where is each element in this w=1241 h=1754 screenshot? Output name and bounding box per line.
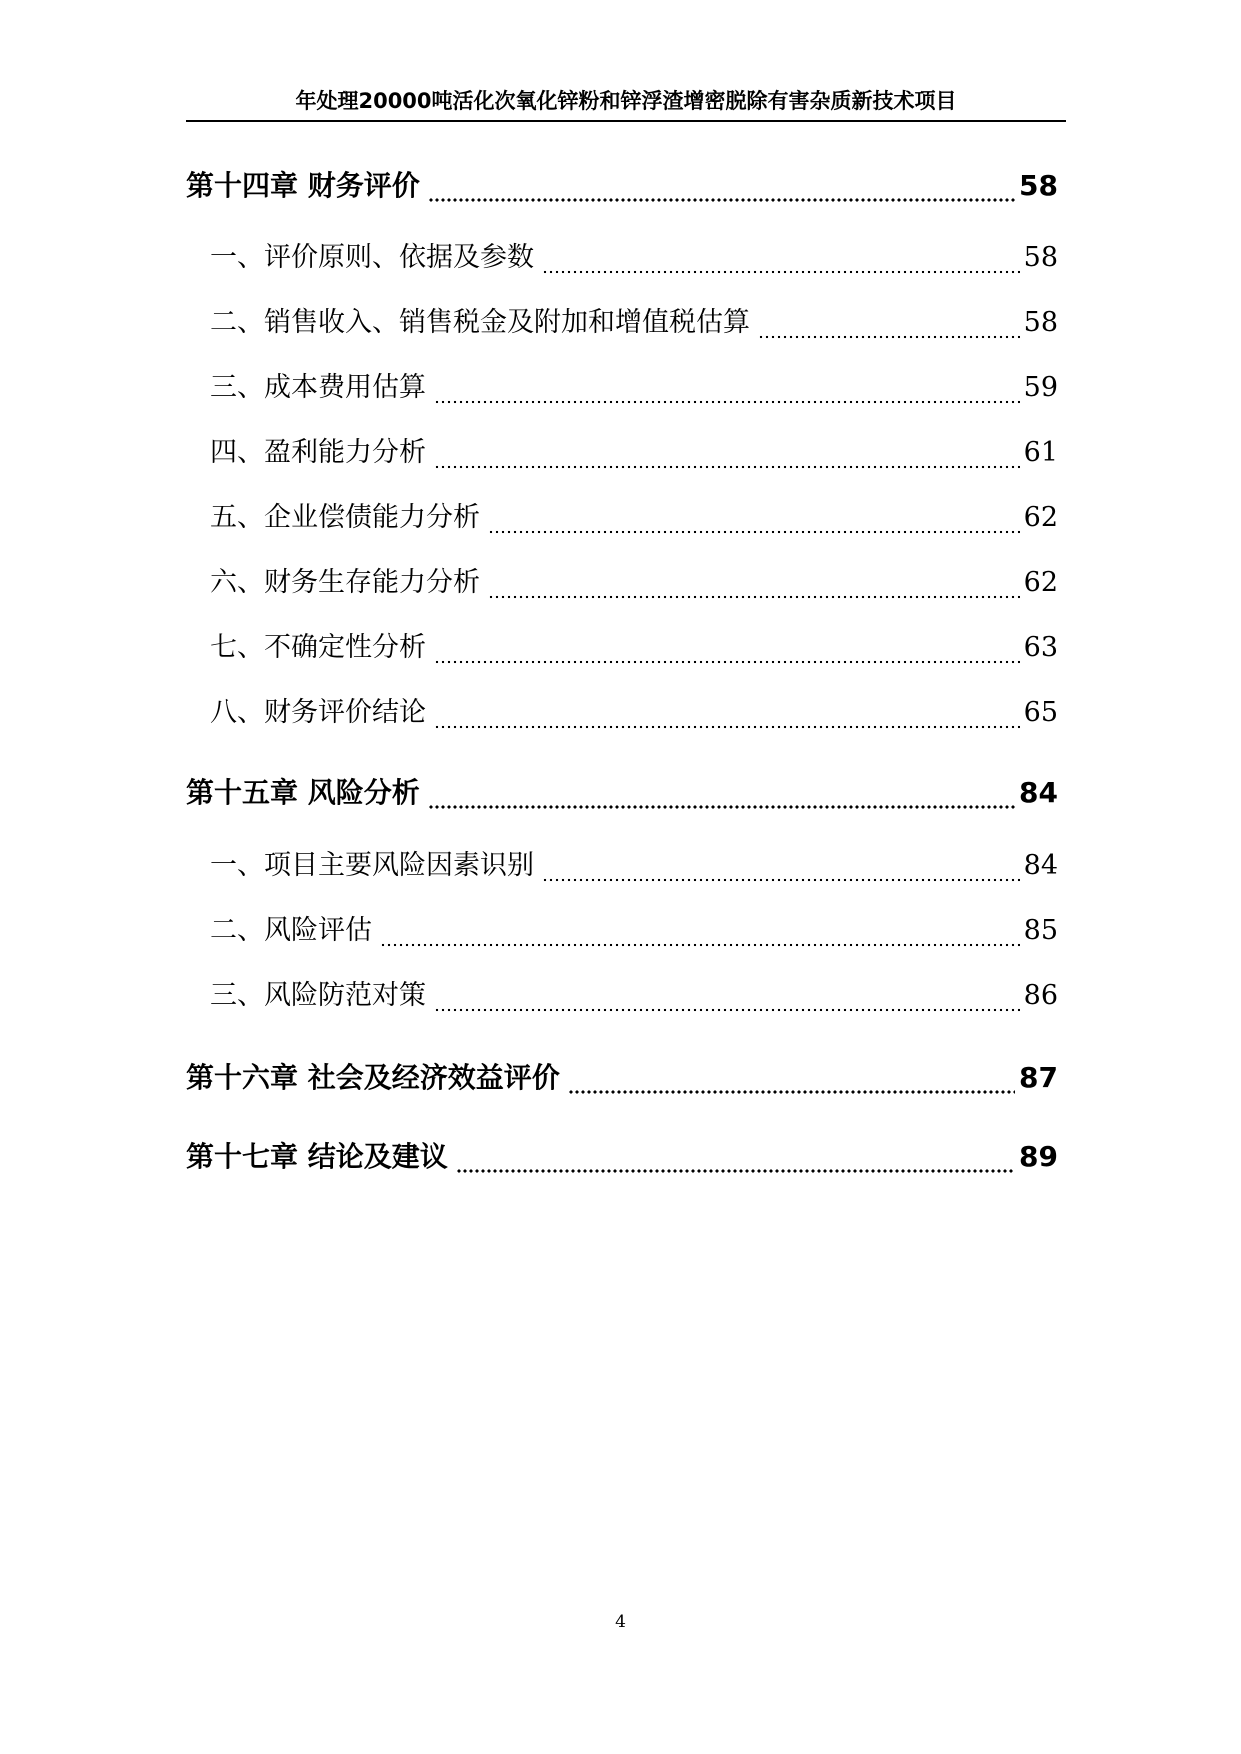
toc-leader-dots	[380, 911, 1020, 951]
toc-leader-dots	[568, 1058, 1015, 1098]
toc-entry-section[interactable]	[186, 624, 1058, 668]
toc-leader-dots	[434, 693, 1020, 733]
toc-entry-title: 第十七章 结论及建议	[186, 1140, 448, 1173]
toc-entry-title: 五、企业偿债能力分析	[210, 502, 480, 533]
toc-entry-page: 65	[1023, 697, 1058, 728]
toc-entry-title: 三、成本费用估算	[210, 372, 426, 403]
toc-entry-chapter-15[interactable]	[186, 769, 1058, 813]
toc-entry-section[interactable]	[186, 494, 1058, 538]
toc-entry-page: 59	[1023, 372, 1058, 403]
toc-leader-dots	[488, 563, 1020, 603]
toc-entry-page: 86	[1023, 980, 1058, 1011]
toc-entry-section[interactable]	[186, 689, 1058, 733]
toc-leader-dots	[542, 238, 1020, 278]
toc-leader-dots	[434, 628, 1020, 668]
toc-entry-page: 58	[1019, 169, 1058, 202]
toc-leader-dots	[434, 433, 1020, 473]
toc-entry-page: 84	[1019, 776, 1058, 809]
toc-entry-page: 62	[1023, 567, 1058, 598]
toc-entry-chapter-14[interactable]	[186, 162, 1058, 206]
toc-leader-dots	[758, 303, 1020, 343]
toc-entry-chapter-16[interactable]	[186, 1054, 1058, 1098]
toc-leader-dots	[434, 976, 1020, 1016]
toc-leader-dots	[542, 846, 1020, 886]
toc-leader-dots	[428, 773, 1015, 813]
toc-entry-title: 六、财务生存能力分析	[210, 567, 480, 598]
toc-entry-page: 58	[1023, 307, 1058, 338]
toc-entry-section[interactable]	[186, 559, 1058, 603]
toc-leader-dots	[428, 166, 1015, 206]
toc-entry-page: 87	[1019, 1061, 1058, 1094]
toc-entry-page: 63	[1023, 632, 1058, 663]
toc-entry-title: 第十六章 社会及经济效益评价	[186, 1061, 560, 1094]
toc-entry-section[interactable]	[186, 972, 1058, 1016]
toc-entry-title: 四、盈利能力分析	[210, 437, 426, 468]
toc-entry-title: 一、项目主要风险因素识别	[210, 850, 534, 881]
toc-entry-title: 第十五章 风险分析	[186, 776, 420, 809]
toc-entry-title: 二、风险评估	[210, 915, 372, 946]
toc-entry-section[interactable]	[186, 907, 1058, 951]
toc-entry-section[interactable]	[186, 234, 1058, 278]
toc-entry-section[interactable]	[186, 299, 1058, 343]
toc-entry-page: 84	[1023, 850, 1058, 881]
toc-entry-page: 62	[1023, 502, 1058, 533]
toc-entry-section[interactable]	[186, 842, 1058, 886]
header-title: 年处理20000吨活化次氧化锌粉和锌浮渣增密脱除有害杂质新技术项目	[295, 89, 957, 113]
toc-entry-page: 89	[1019, 1140, 1058, 1173]
toc-leader-dots	[434, 368, 1020, 408]
toc-entry-chapter-17[interactable]	[186, 1133, 1058, 1177]
toc-entry-title: 二、销售收入、销售税金及附加和增值税估算	[210, 307, 750, 338]
toc-entry-page: 61	[1023, 437, 1058, 468]
toc-entry-section[interactable]	[186, 429, 1058, 473]
toc-leader-dots	[488, 498, 1020, 538]
toc-entry-page: 85	[1023, 915, 1058, 946]
toc-entry-section[interactable]	[186, 364, 1058, 408]
toc-entry-page: 58	[1023, 242, 1058, 273]
page-number: 4	[615, 1612, 626, 1632]
toc-leader-dots	[456, 1137, 1015, 1177]
toc-entry-title: 第十四章 财务评价	[186, 169, 420, 202]
toc-entry-title: 七、不确定性分析	[210, 632, 426, 663]
page-header	[186, 84, 1066, 122]
toc-entry-title: 三、风险防范对策	[210, 980, 426, 1011]
toc-entry-title: 八、财务评价结论	[210, 697, 426, 728]
toc-entry-title: 一、评价原则、依据及参数	[210, 242, 534, 273]
